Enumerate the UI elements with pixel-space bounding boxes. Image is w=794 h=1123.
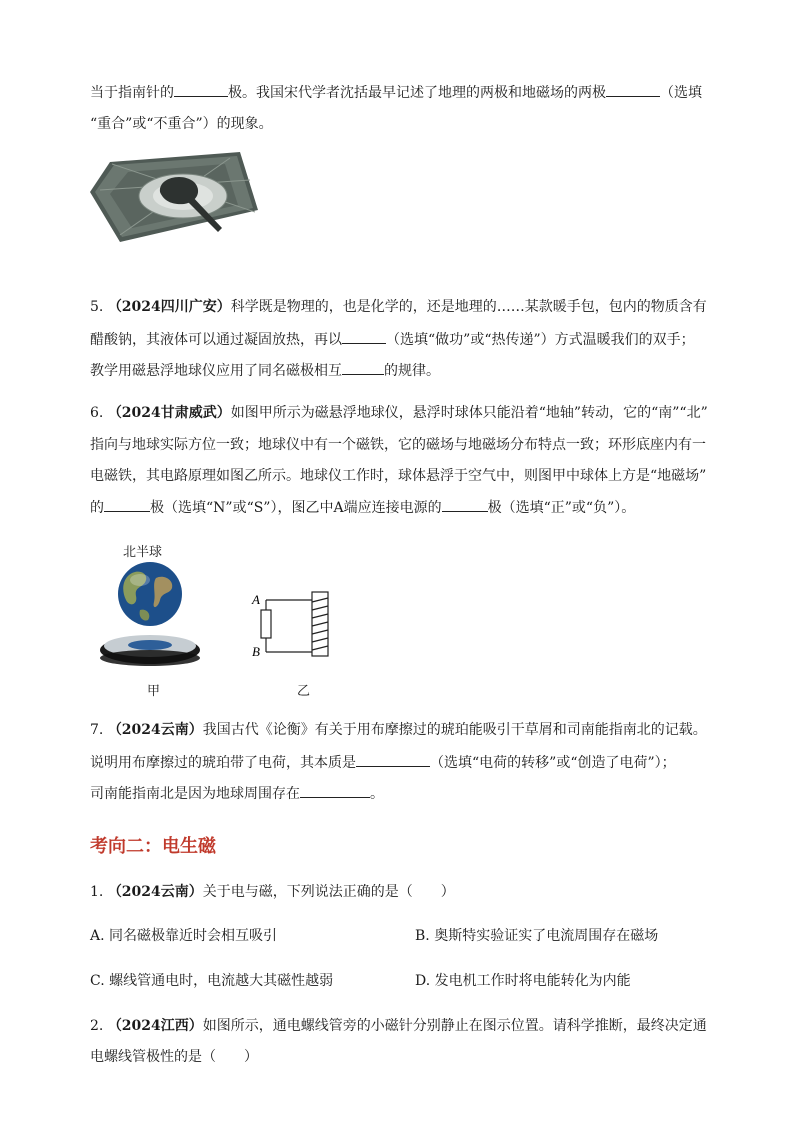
option-c[interactable]: C. 螺线管通电时，电流越大其磁性越弱: [90, 973, 334, 989]
question-number: 7.: [90, 722, 104, 738]
q4-text: （选填: [660, 85, 702, 101]
question-text: 司南能指南北是因为地球周围存在: [90, 786, 300, 802]
question-text: 如图所示，通电螺线管旁的小磁针分别静止在图示位置。请科学推断，最终决定通: [202, 1018, 707, 1034]
question-text: 极（选填“N”或“S”），图乙中A端应连接电源的: [150, 500, 442, 516]
question-source: （2024四川广安）: [107, 299, 231, 315]
question-number: 2.: [90, 1018, 104, 1034]
question-text: 。: [370, 786, 384, 802]
answer-blank[interactable]: [342, 360, 384, 375]
sinan-compass-image: [90, 150, 260, 245]
q5-line-3: [90, 360, 440, 381]
question-text: 说明用布摩擦过的琥珀带了电荷，其本质是: [90, 755, 356, 771]
electromagnet-circuit-diagram: [248, 588, 338, 663]
question-text: 我国古代《论衡》有关于用布摩擦过的琥珀能吸引干草屑和司南能指南北的记载。: [202, 722, 707, 738]
q6-line-1: [90, 403, 708, 423]
answer-blank[interactable]: [606, 82, 660, 97]
figure-jia-caption: 甲: [147, 684, 161, 699]
question-text: （选填“做功”或“热传递”）方式温暖我们的双手；: [386, 332, 695, 348]
figure-yi-caption: 乙: [297, 684, 311, 699]
q4-text: 极。我国宋代学者沈括最早记述了地理的两极和地磁场的两极: [228, 85, 606, 101]
question-source: （2024云南）: [107, 722, 203, 738]
question-source: （2024甘肃威武）: [107, 405, 231, 421]
q7-line-1: [90, 720, 707, 740]
question-text: 极（选填“正”或“负”）。: [487, 500, 636, 516]
question-text: 科学既是物理的，也是化学的，还是地理的……某款暖手包，包内的物质含有: [230, 299, 707, 315]
s2q2-line-1: [90, 1016, 707, 1036]
answer-blank[interactable]: [174, 82, 228, 97]
question-number: 5.: [90, 299, 104, 315]
q5-line-2: [90, 329, 695, 350]
answer-blank[interactable]: [342, 329, 386, 344]
question-number: 1.: [90, 884, 104, 900]
q5-line-1: [90, 297, 707, 317]
levitating-globe-image: [100, 558, 202, 673]
q4-text: 当于指南针的: [90, 85, 174, 101]
question-source: （2024江西）: [107, 1018, 203, 1034]
s2q1-stem: [90, 882, 455, 902]
option-a[interactable]: A. 同名磁极靠近时会相互吸引: [90, 928, 278, 944]
section-heading: 考向二：电生磁: [90, 836, 216, 857]
label-b: B: [252, 644, 260, 659]
question-text: 如图甲所示为磁悬浮地球仪，悬浮时球体只能沿着“地轴”转动，它的“南”“北”: [230, 405, 708, 421]
question-number: 6.: [90, 405, 104, 421]
question-text: 的: [90, 500, 104, 516]
answer-blank[interactable]: [104, 497, 150, 512]
question-text: （选填“电荷的转移”或“创造了电荷”）；: [430, 755, 676, 771]
q7-line-2: [90, 752, 676, 773]
question-text: 醋酸钠，其液体可以通过凝固放热，再以: [90, 332, 342, 348]
answer-blank[interactable]: [442, 497, 488, 512]
label-a: A: [252, 592, 260, 607]
option-b[interactable]: B. 奥斯特实验证实了电流周围存在磁场: [415, 928, 659, 944]
q4-line-2: “重合”或“不重合”）的现象。: [90, 116, 273, 132]
answer-blank[interactable]: [356, 752, 430, 767]
q6-line-4: [90, 497, 635, 518]
question-source: （2024云南）: [107, 884, 203, 900]
option-d[interactable]: D. 发电机工作时将电能转化为内能: [415, 973, 631, 989]
figure-jia-top-label: 北半球: [123, 545, 163, 560]
q6-line-3: 电磁铁，其电路原理如图乙所示。地球仪工作时，球体悬浮于空气中，则图甲中球体上方是“地磁场”: [90, 468, 707, 484]
question-text: 教学用磁悬浮地球仪应用了同名磁极相互: [90, 363, 342, 379]
question-text: 关于电与磁，下列说法正确的是（ ）: [202, 884, 455, 900]
s2q2-line-2: 电螺线管极性的是（ ）: [90, 1049, 258, 1065]
q6-line-2: 指向与地球实际方位一致；地球仪中有一个磁铁，它的磁场与地磁场分布特点一致；环形底座内有一: [90, 437, 706, 453]
q4-line-1: [90, 82, 702, 103]
question-text: 的规律。: [384, 363, 440, 379]
q7-line-3: [90, 783, 384, 804]
answer-blank[interactable]: [300, 783, 370, 798]
